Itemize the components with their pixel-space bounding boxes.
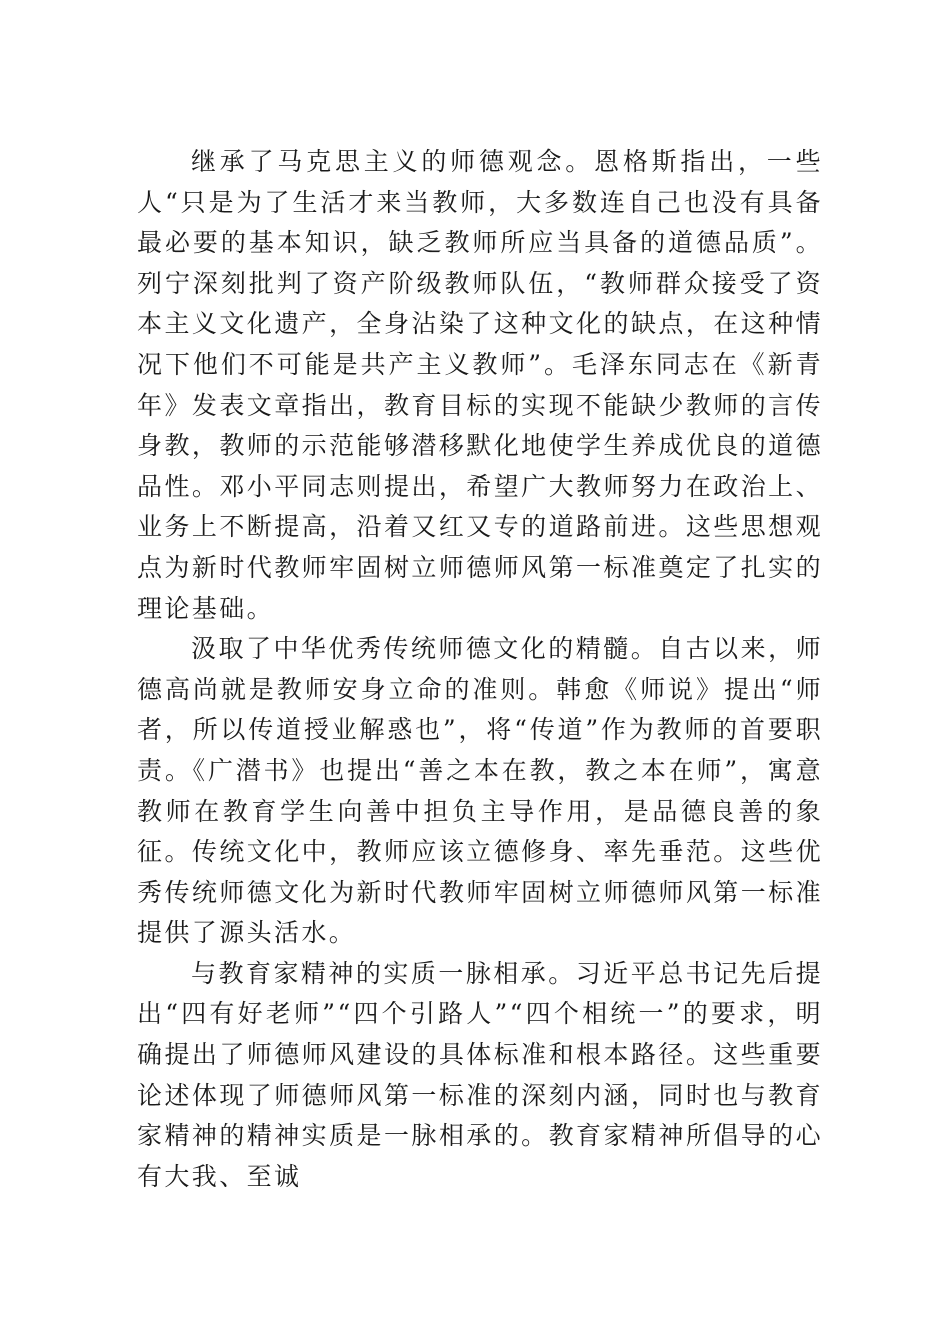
document-body: [137, 142, 823, 1197]
paragraph-traditional-culture: 汲取了中华优秀传统师德文化的精髓。自古以来，师德高尚就是教师安身立命的准则。韩愈《师说》提出“师者，所以传道授业解惑也”，将“传道”作为教师的首要职责。《广潜书》也提出“善之本在教，教之本在师”，寓意教师在教育学生向善中担负主导作用，是品德良善的象征。传统文化中，教师应该立德修身、率先垂范。这些优秀传统师德文化为新时代教师牢固树立师德师风第一标准提供了源头活水。: [137, 634, 823, 948]
paragraph-educator-spirit: 与教育家精神的实质一脉相承。习近平总书记先后提出“四有好老师”“四个引路人”“四个相统一”的要求，明确提出了师德师风建设的具体标准和根本路径。这些重要论述体现了师德师风第一标准的深刻内涵，同时也与教育家精神的精神实质是一脉相承的。教育家精神所倡导的心有大我、至诚: [137, 958, 823, 1191]
paragraph-marxist-ethics: 继承了马克思主义的师德观念。恩格斯指出，一些人“只是为了生活才来当教师，大多数连自己也没有具备最必要的基本知识，缺乏教师所应当具备的道德品质”。列宁深刻批判了资产阶级教师队伍，“教师群众接受了资本主义文化遗产，全身沾染了这种文化的缺点，在这种情况下他们不可能是共产主义教师”。毛泽东同志在《新青年》发表文章指出，教育目标的实现不能缺少教师的言传身教，教师的示范能够潜移默化地使学生养成优良的道德品性。邓小平同志则提出，希望广大教师努力在政治上、业务上不断提高，沿着又红又专的道路前进。这些思想观点为新时代教师牢固树立师德师风第一标准奠定了扎实的理论基础。: [137, 147, 823, 623]
